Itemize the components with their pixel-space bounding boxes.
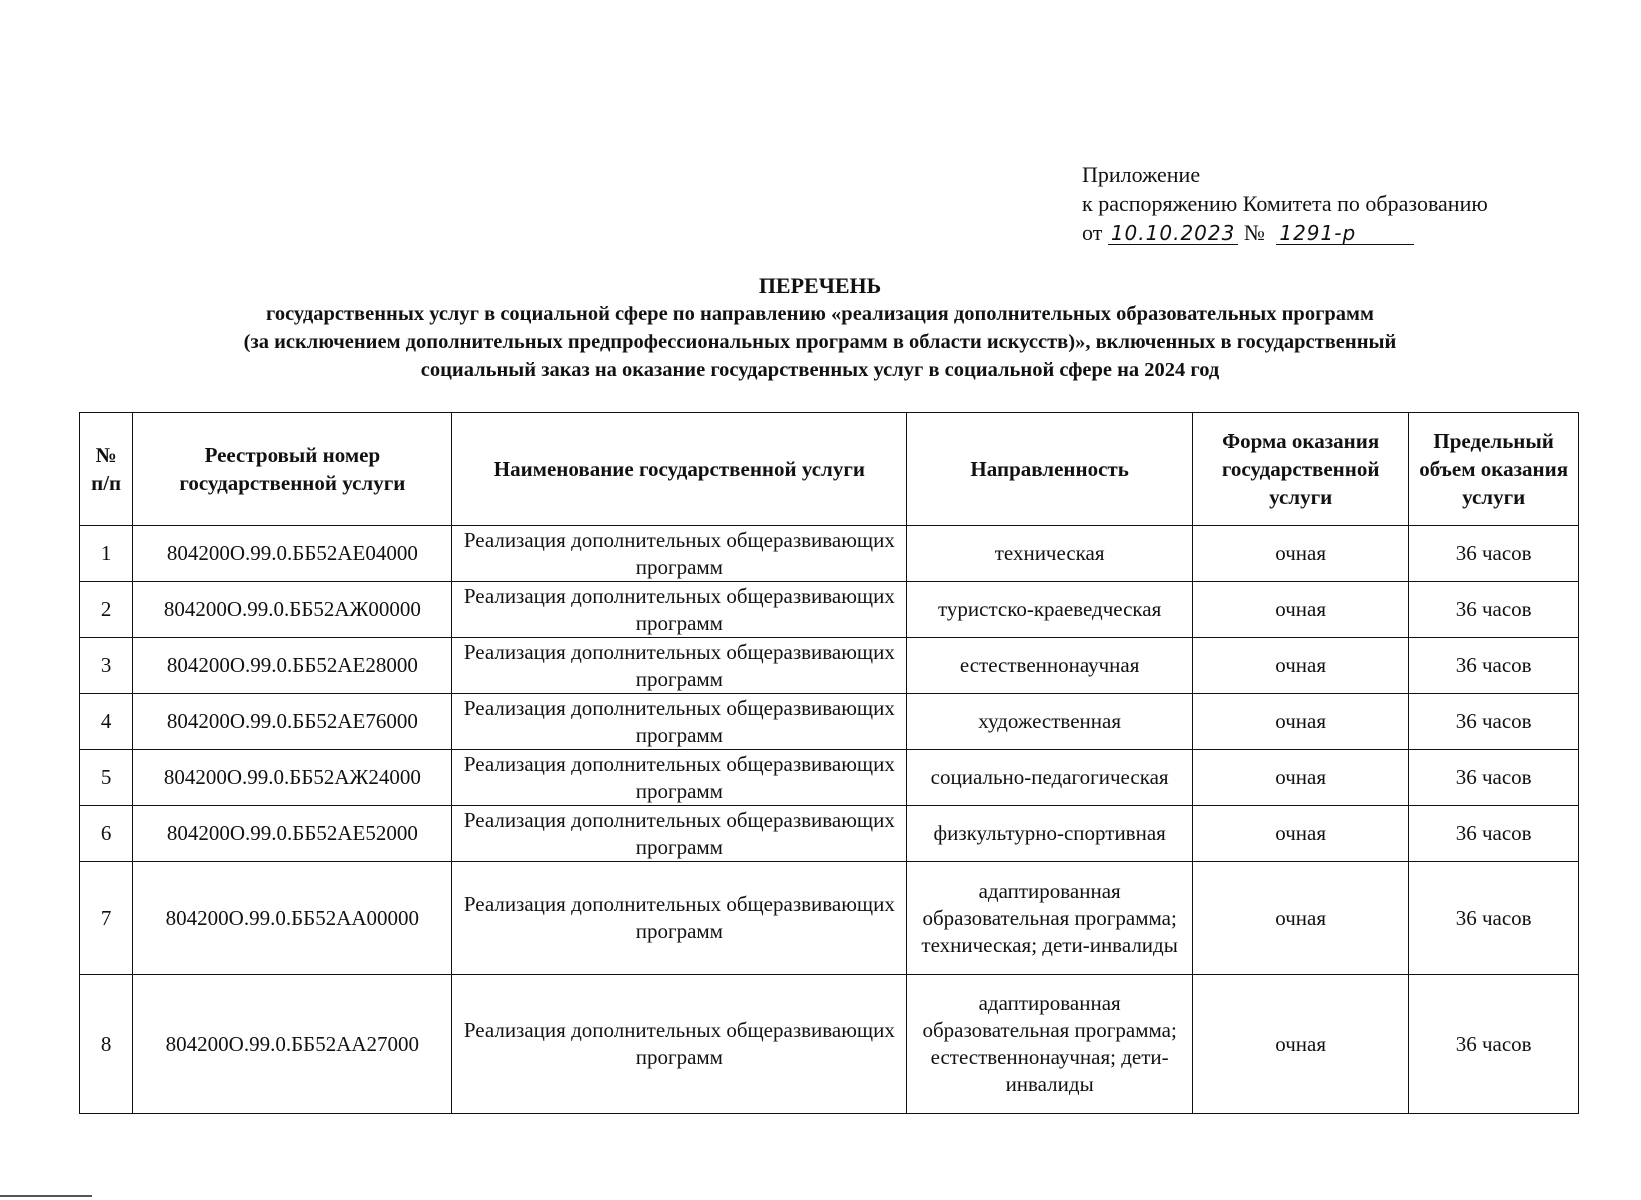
- cell-volume: 36 часов: [1409, 750, 1579, 806]
- cell-direction: естественнонаучная: [907, 638, 1193, 694]
- appendix-label: Приложение: [1082, 162, 1201, 187]
- cell-form: очная: [1193, 638, 1409, 694]
- table-row: [80, 638, 1579, 694]
- handwritten-number: 1291-р: [1276, 222, 1414, 245]
- cell-direction: художественная: [907, 694, 1193, 750]
- table-row: [80, 526, 1579, 582]
- cell-registry-number: 804200О.99.0.ББ52АЕ76000: [133, 694, 452, 750]
- cell-service-name: Реализация дополнительных общеразвивающих программ: [452, 638, 907, 694]
- cell-num: 1: [80, 526, 133, 582]
- cell-registry-number: 804200О.99.0.ББ52АА00000: [133, 862, 452, 975]
- cell-form: очная: [1193, 806, 1409, 862]
- cell-direction: техническая: [907, 526, 1193, 582]
- table-row: [80, 582, 1579, 638]
- cell-registry-number: 804200О.99.0.ББ52АЕ04000: [133, 526, 452, 582]
- cell-num: 2: [80, 582, 133, 638]
- cell-service-name: Реализация дополнительных общеразвивающих программ: [452, 582, 907, 638]
- from-prefix: от: [1082, 220, 1103, 245]
- header-service-name: Наименование государственной услуги: [452, 413, 907, 526]
- cell-registry-number: 804200О.99.0.ББ52АЖ00000: [133, 582, 452, 638]
- cell-form: очная: [1193, 975, 1409, 1114]
- cell-direction: адаптированная образовательная программа; естественнонаучная; дети-инвалиды: [907, 975, 1193, 1114]
- number-sign: №: [1243, 220, 1265, 245]
- cell-registry-number: 804200О.99.0.ББ52АЕ28000: [133, 638, 452, 694]
- table-row: [80, 694, 1579, 750]
- header-direction: Направленность: [907, 413, 1193, 526]
- appendix-order-reference: к распоряжению Комитета по образованию: [1082, 191, 1488, 216]
- cell-num: 4: [80, 694, 133, 750]
- services-table: [79, 412, 1579, 1114]
- cell-volume: 36 часов: [1409, 862, 1579, 975]
- cell-service-name: Реализация дополнительных общеразвивающих программ: [452, 806, 907, 862]
- heading-line-1: государственных услуг в социальной сфере по направлению «реализация дополнительных образовательных программ: [266, 303, 1374, 325]
- header-volume: Предельный объем оказания услуги: [1409, 413, 1579, 526]
- cell-form: очная: [1193, 582, 1409, 638]
- cell-volume: 36 часов: [1409, 638, 1579, 694]
- table-row: [80, 862, 1579, 975]
- cell-form: очная: [1193, 694, 1409, 750]
- cell-volume: 36 часов: [1409, 806, 1579, 862]
- cell-volume: 36 часов: [1409, 975, 1579, 1114]
- cell-direction: социально-педагогическая: [907, 750, 1193, 806]
- cell-volume: 36 часов: [1409, 526, 1579, 582]
- cell-form: очная: [1193, 750, 1409, 806]
- cell-service-name: Реализация дополнительных общеразвивающих программ: [452, 750, 907, 806]
- cell-num: 3: [80, 638, 133, 694]
- cell-registry-number: 804200О.99.0.ББ52АЖ24000: [133, 750, 452, 806]
- cell-service-name: Реализация дополнительных общеразвивающих программ: [452, 975, 907, 1114]
- cell-num: 6: [80, 806, 133, 862]
- table-row: [80, 806, 1579, 862]
- table-row: [80, 975, 1579, 1114]
- cell-registry-number: 804200О.99.0.ББ52АА27000: [133, 975, 452, 1114]
- cell-volume: 36 часов: [1409, 582, 1579, 638]
- header-registry-number: Реестровый номер государственной услуги: [133, 413, 452, 526]
- cell-form: очная: [1193, 862, 1409, 975]
- cell-num: 5: [80, 750, 133, 806]
- cell-registry-number: 804200О.99.0.ББ52АЕ52000: [133, 806, 452, 862]
- cell-direction: адаптированная образовательная программа; техническая; дети-инвалиды: [907, 862, 1193, 975]
- document-title: ПЕРЕЧЕНЬ: [758, 273, 882, 298]
- appendix-block: [1082, 160, 1488, 247]
- scan-edge-mark: [0, 1195, 92, 1197]
- heading-line-2: (за исключением дополнительных предпрофессиональных программ в области искусств)», включенных в государственный: [243, 331, 1397, 353]
- appendix-date-number-line: [1082, 218, 1488, 247]
- heading-line-3: социальный заказ на оказание государственных услуг в социальной сфере на 2024 год: [420, 359, 1220, 381]
- cell-service-name: Реализация дополнительных общеразвивающих программ: [452, 694, 907, 750]
- cell-form: очная: [1193, 526, 1409, 582]
- document-heading: [60, 272, 1580, 384]
- header-form: Форма оказания государственной услуги: [1193, 413, 1409, 526]
- cell-num: 7: [80, 862, 133, 975]
- cell-service-name: Реализация дополнительных общеразвивающих программ: [452, 862, 907, 975]
- table-header-row: [80, 413, 1579, 526]
- handwritten-date: 10.10.2023: [1108, 222, 1239, 245]
- header-num: № п/п: [80, 413, 133, 526]
- table-row: [80, 750, 1579, 806]
- cell-service-name: Реализация дополнительных общеразвивающих программ: [452, 526, 907, 582]
- cell-volume: 36 часов: [1409, 694, 1579, 750]
- cell-direction: туристско-краеведческая: [907, 582, 1193, 638]
- cell-num: 8: [80, 975, 133, 1114]
- cell-direction: физкультурно-спортивная: [907, 806, 1193, 862]
